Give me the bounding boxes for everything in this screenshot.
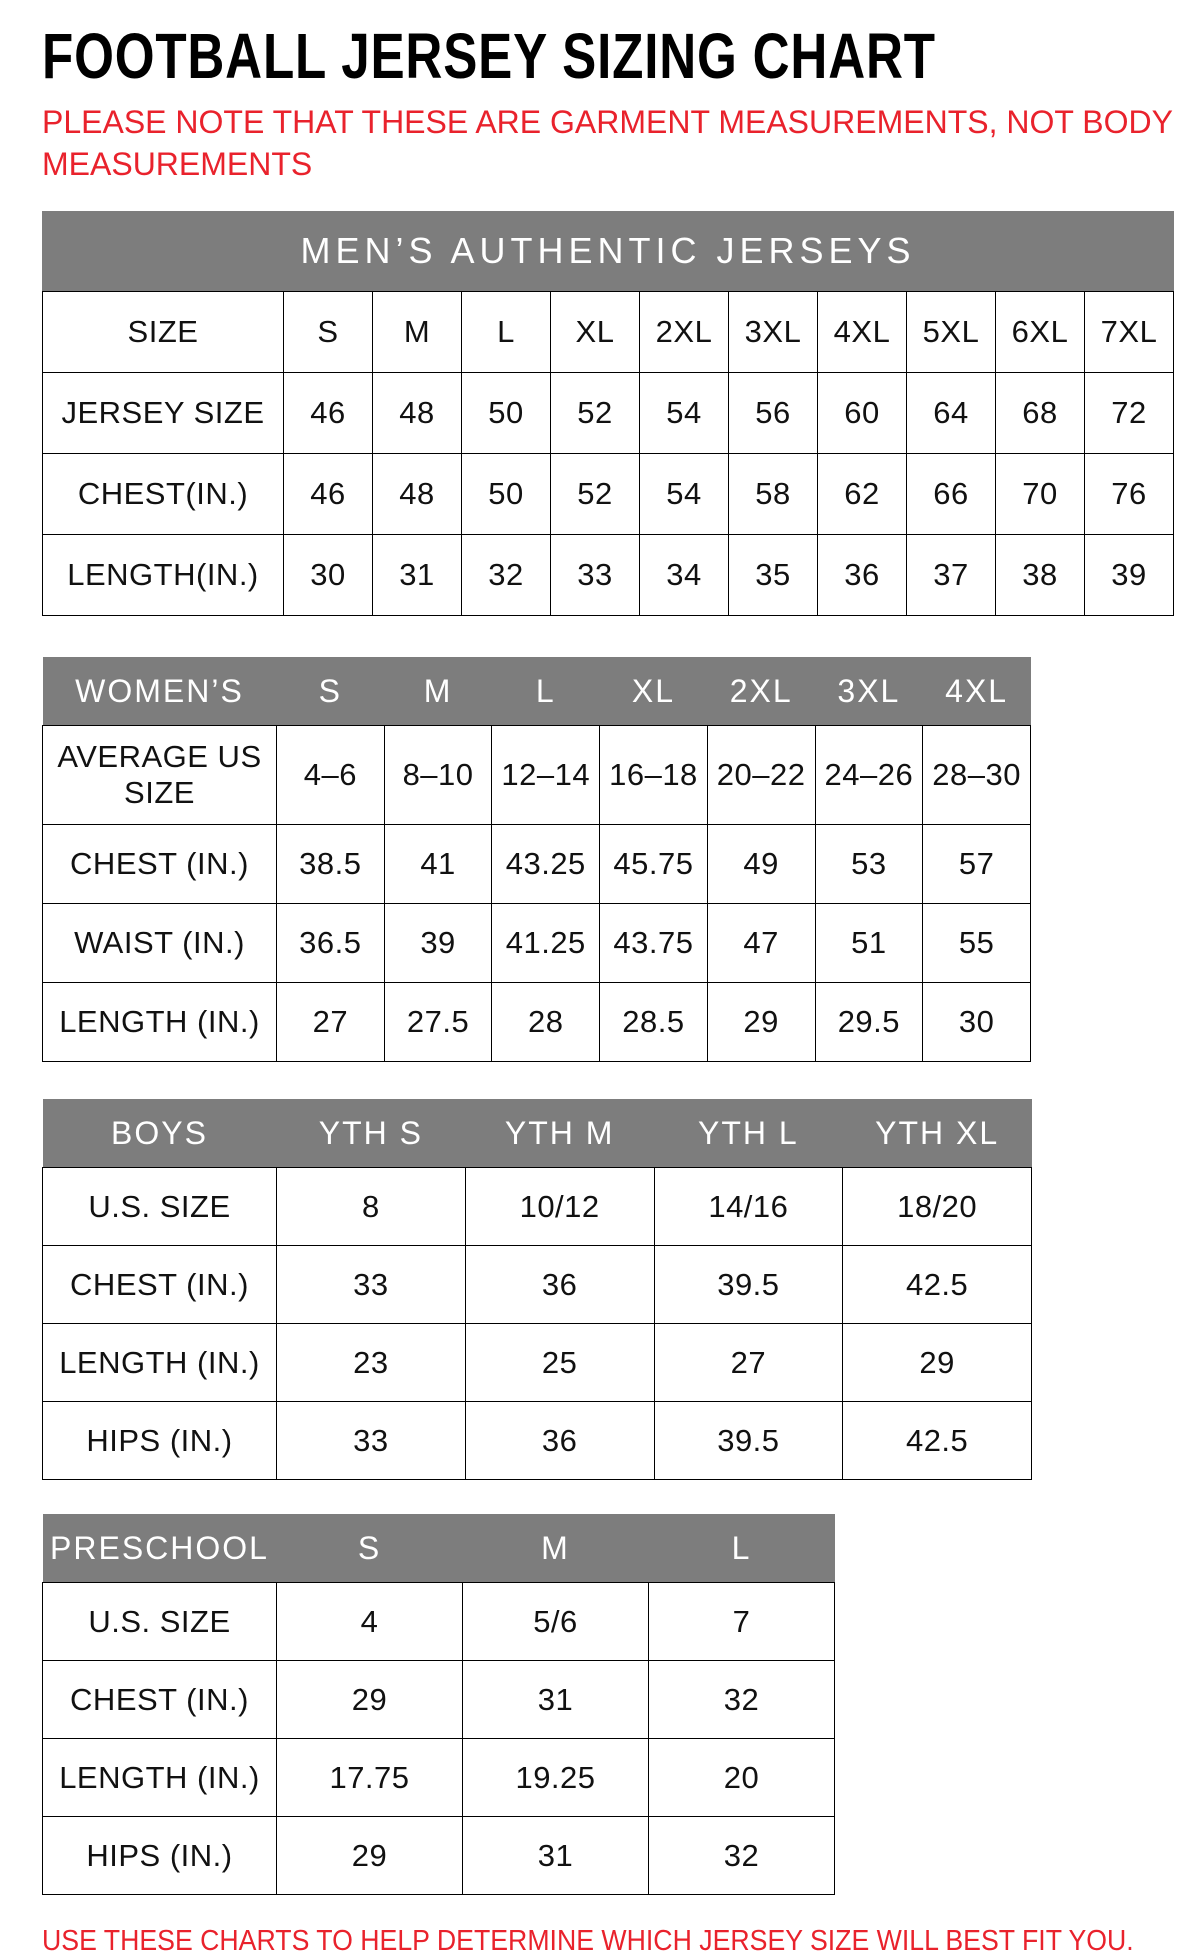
value-cell: 6XL [996,292,1085,373]
row-label: LENGTH (IN.) [43,1324,277,1402]
value-cell: 38.5 [277,825,385,904]
value-cell: 41 [384,825,492,904]
group-label: WOMEN’S [43,657,277,726]
value-cell: 50 [462,454,551,535]
value-cell: 72 [1085,373,1174,454]
value-cell: 24–26 [815,726,923,825]
table-row [43,825,1031,904]
size-column-header: YTH M [465,1099,654,1168]
value-cell: 19.25 [463,1739,649,1817]
value-cell: 33 [277,1402,466,1480]
size-column-header: XL [600,657,708,726]
value-cell: 39.5 [654,1402,843,1480]
value-cell: 47 [707,904,815,983]
value-cell: 12–14 [492,726,600,825]
value-cell: 52 [551,373,640,454]
womens-sizing-table [42,657,1031,1062]
size-column-header: M [463,1514,649,1583]
table-row [43,373,1174,454]
row-label: LENGTH (IN.) [43,1739,277,1817]
size-column-header: YTH S [277,1099,466,1168]
value-cell: 38 [996,535,1085,616]
row-label: CHEST (IN.) [43,1661,277,1739]
value-cell: 39 [384,904,492,983]
header-row [43,1514,835,1583]
value-cell: 64 [907,373,996,454]
garment-measurement-note: PLEASE NOTE THAT THESE ARE GARMENT MEASUREMENTS, NOT BODY MEASUREMENTS [42,104,1173,182]
value-cell: 33 [551,535,640,616]
table-row [43,1739,835,1817]
page-title: FOOTBALL JERSEY SIZING CHART [42,20,936,92]
value-cell: M [373,292,462,373]
value-cell: 30 [923,983,1031,1062]
value-cell: 28.5 [600,983,708,1062]
table-row [43,535,1174,616]
value-cell: 31 [463,1817,649,1895]
value-cell: 16–18 [600,726,708,825]
value-cell: 8 [277,1168,466,1246]
value-cell: 32 [462,535,551,616]
value-cell: 53 [815,825,923,904]
value-cell: 29 [707,983,815,1062]
value-cell: 8–10 [384,726,492,825]
value-cell: 58 [729,454,818,535]
table-row [43,726,1031,825]
value-cell: 28–30 [923,726,1031,825]
value-cell: 36 [818,535,907,616]
value-cell: 35 [729,535,818,616]
size-column-header: 2XL [707,657,815,726]
value-cell: 43.75 [600,904,708,983]
value-cell: 31 [373,535,462,616]
value-cell: 51 [815,904,923,983]
size-column-header: YTH XL [843,1099,1032,1168]
value-cell: 4 [277,1583,463,1661]
size-column-header: YTH L [654,1099,843,1168]
value-cell: 27.5 [384,983,492,1062]
value-cell: 55 [923,904,1031,983]
row-label: JERSEY SIZE [43,373,284,454]
value-cell: 48 [373,373,462,454]
value-cell: 39 [1085,535,1174,616]
preschool-sizing-table [42,1514,835,1895]
value-cell: 62 [818,454,907,535]
size-column-header: 3XL [815,657,923,726]
value-cell: 68 [996,373,1085,454]
value-cell: 34 [640,535,729,616]
value-cell: 54 [640,454,729,535]
row-label: LENGTH (IN.) [43,983,277,1062]
size-column-header: L [492,657,600,726]
value-cell: 56 [729,373,818,454]
table-row [43,904,1031,983]
value-cell: 49 [707,825,815,904]
value-cell: 14/16 [654,1168,843,1246]
row-label: U.S. SIZE [43,1583,277,1661]
value-cell: 33 [277,1246,466,1324]
value-cell: 28 [492,983,600,1062]
value-cell: 66 [907,454,996,535]
value-cell: L [462,292,551,373]
mens-table-banner: MEN’S AUTHENTIC JERSEYS [42,211,1174,291]
value-cell: 54 [640,373,729,454]
value-cell: 7 [649,1583,835,1661]
row-label: HIPS (IN.) [43,1402,277,1480]
value-cell: 45.75 [600,825,708,904]
value-cell: 10/12 [465,1168,654,1246]
boys-sizing-table [42,1099,1032,1480]
value-cell: 30 [284,535,373,616]
value-cell: 7XL [1085,292,1174,373]
value-cell: 2XL [640,292,729,373]
value-cell: 46 [284,454,373,535]
value-cell: 3XL [729,292,818,373]
header-row [43,657,1031,726]
size-column-header: M [384,657,492,726]
size-column-header: 4XL [923,657,1031,726]
table-row [43,292,1174,373]
value-cell: 27 [654,1324,843,1402]
value-cell: 5XL [907,292,996,373]
header-row [43,1099,1032,1168]
value-cell: 29 [277,1661,463,1739]
value-cell: 20–22 [707,726,815,825]
table-row [43,1168,1032,1246]
value-cell: 27 [277,983,385,1062]
row-label: WAIST (IN.) [43,904,277,983]
row-label: HIPS (IN.) [43,1817,277,1895]
value-cell: 43.25 [492,825,600,904]
size-column-header: S [277,657,385,726]
size-column-header: S [277,1514,463,1583]
row-label: CHEST (IN.) [43,1246,277,1324]
size-column-header: L [649,1514,835,1583]
value-cell: 57 [923,825,1031,904]
value-cell: 50 [462,373,551,454]
table-row [43,1324,1032,1402]
row-label: U.S. SIZE [43,1168,277,1246]
value-cell: S [284,292,373,373]
value-cell: 36 [465,1402,654,1480]
value-cell: 36.5 [277,904,385,983]
value-cell: 29 [277,1817,463,1895]
row-label: CHEST(IN.) [43,454,284,535]
value-cell: 36 [465,1246,654,1324]
value-cell: 48 [373,454,462,535]
table-row [43,983,1031,1062]
value-cell: 25 [465,1324,654,1402]
value-cell: 4–6 [277,726,385,825]
row-label: LENGTH(IN.) [43,535,284,616]
value-cell: XL [551,292,640,373]
value-cell: 32 [649,1817,835,1895]
value-cell: 4XL [818,292,907,373]
value-cell: 42.5 [843,1246,1032,1324]
table-row [43,1402,1032,1480]
table-row [43,1246,1032,1324]
value-cell: 70 [996,454,1085,535]
value-cell: 32 [649,1661,835,1739]
value-cell: 18/20 [843,1168,1032,1246]
row-label: SIZE [43,292,284,373]
value-cell: 5/6 [463,1583,649,1661]
table-row [43,1583,835,1661]
value-cell: 31 [463,1661,649,1739]
value-cell: 76 [1085,454,1174,535]
group-label: BOYS [43,1099,277,1168]
table-row [43,454,1174,535]
value-cell: 20 [649,1739,835,1817]
table-row [43,1817,835,1895]
value-cell: 29.5 [815,983,923,1062]
value-cell: 29 [843,1324,1032,1402]
value-cell: 17.75 [277,1739,463,1817]
value-cell: 23 [277,1324,466,1402]
value-cell: 60 [818,373,907,454]
fit-advice-footer: USE THESE CHARTS TO HELP DETERMINE WHICH JERSEY SIZE WILL BEST FIT YOU. [42,1925,1134,1958]
value-cell: 41.25 [492,904,600,983]
value-cell: 37 [907,535,996,616]
mens-sizing-table [42,291,1174,616]
row-label: CHEST (IN.) [43,825,277,904]
group-label: PRESCHOOL [43,1514,277,1583]
value-cell: 52 [551,454,640,535]
value-cell: 42.5 [843,1402,1032,1480]
value-cell: 39.5 [654,1246,843,1324]
row-label: AVERAGE US SIZE [43,726,277,825]
value-cell: 46 [284,373,373,454]
table-row [43,1661,835,1739]
